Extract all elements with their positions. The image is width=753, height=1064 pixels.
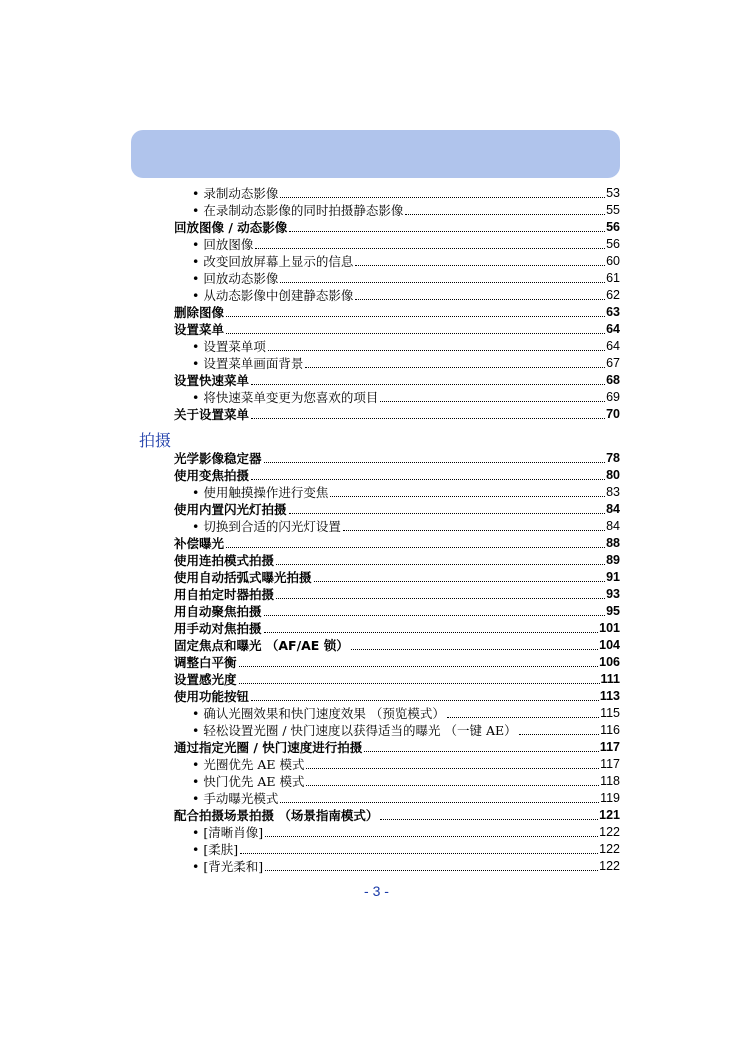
toc-entry[interactable]: [192, 202, 620, 219]
dot-leader: [289, 230, 605, 232]
dot-leader: [239, 665, 599, 667]
header-band: [131, 130, 620, 178]
dot-leader: [264, 631, 599, 633]
toc-entry-title: 在录制动态影像的同时拍摄静态影像: [203, 203, 404, 218]
toc-entry-page: 56: [606, 220, 620, 234]
dot-leader: [305, 366, 605, 368]
toc-entry-title: [柔肤]: [203, 842, 239, 857]
toc-entry[interactable]: [174, 671, 620, 688]
dot-leader: [380, 400, 605, 402]
bullet-icon: •: [192, 390, 200, 405]
toc-entry-title: 固定焦点和曝光 （AF/AE 锁）: [174, 638, 349, 653]
toc-entry-title: 快门优先 AE 模式: [203, 774, 305, 789]
toc-entry-page: 101: [599, 621, 620, 635]
dot-leader: [226, 332, 605, 334]
bullet-icon: •: [192, 859, 200, 874]
toc-entry-title: 使用触摸操作进行变焦: [203, 485, 329, 500]
toc-entry-title: 录制动态影像: [203, 186, 279, 201]
dot-leader: [226, 546, 605, 548]
dot-leader: [355, 264, 605, 266]
dot-leader: [280, 801, 599, 803]
bullet-icon: •: [192, 356, 200, 371]
toc-entry[interactable]: [174, 739, 620, 756]
bullet-icon: •: [192, 254, 200, 269]
toc-entry-page: 113: [599, 689, 620, 703]
toc-entry[interactable]: [174, 620, 620, 637]
toc-entry-title: 配合拍摄场景拍摄 （场景指南模式）: [174, 808, 379, 823]
dot-leader: [380, 818, 598, 820]
toc-entry[interactable]: [192, 841, 620, 858]
toc-entry-title: 设置菜单画面背景: [203, 356, 304, 371]
toc-entry-page: 64: [606, 322, 620, 336]
toc-entry-title: 回放图像 / 动态影像: [174, 220, 288, 235]
section-title: 拍摄: [139, 431, 172, 450]
toc-entry[interactable]: [174, 569, 620, 586]
dot-leader: [251, 383, 605, 385]
toc-entry-title: 用手动对焦拍摄: [174, 621, 262, 636]
toc-entry[interactable]: [174, 807, 620, 824]
toc-entry[interactable]: [192, 270, 620, 287]
toc-entry-page: 63: [606, 305, 620, 319]
dot-leader: [240, 852, 598, 854]
toc-entry[interactable]: [174, 552, 620, 569]
toc-entry-title: 使用自动括弧式曝光拍摄: [174, 570, 312, 585]
toc-entry-page: 55: [606, 203, 620, 217]
toc-entry-page: 67: [606, 356, 620, 370]
dot-leader: [330, 495, 605, 497]
toc-entry-title: 确认光圈效果和快门速度效果 （预览模式）: [203, 706, 445, 721]
bullet-icon: •: [192, 706, 200, 721]
toc-entry-page: 78: [606, 451, 620, 465]
toc-entry-page: 95: [606, 604, 620, 618]
dot-leader: [405, 213, 605, 215]
toc-entry-title: 将快速菜单变更为您喜欢的项目: [203, 390, 379, 405]
toc-entry-page: 119: [600, 791, 620, 805]
toc-entry[interactable]: [174, 406, 620, 423]
dot-leader: [343, 529, 605, 531]
toc-entry-title: 使用内置闪光灯拍摄: [174, 502, 287, 517]
toc-entry[interactable]: [192, 484, 620, 501]
toc-entry-title: 用自动聚焦拍摄: [174, 604, 262, 619]
toc-entry-page: 61: [606, 271, 620, 285]
toc-entry-page: 111: [600, 672, 620, 686]
bullet-icon: •: [192, 186, 200, 201]
bullet-icon: •: [192, 723, 200, 738]
toc-entry[interactable]: [192, 253, 620, 270]
toc-entry-page: 60: [606, 254, 620, 268]
toc-entry-page: 70: [606, 407, 620, 421]
toc-entry-title: 关于设置菜单: [174, 407, 250, 422]
toc-entry[interactable]: [192, 773, 620, 790]
dot-leader: [239, 682, 600, 684]
toc-entry[interactable]: [174, 304, 620, 321]
dot-leader: [264, 614, 606, 616]
bullet-icon: •: [192, 519, 200, 534]
toc-entry-page: 121: [599, 808, 620, 822]
toc-entry-title: 设置菜单: [174, 322, 225, 337]
bullet-icon: •: [192, 485, 200, 500]
bullet-icon: •: [192, 288, 200, 303]
dot-leader: [268, 349, 605, 351]
bullet-icon: •: [192, 757, 200, 772]
toc-entry-title: [背光柔和]: [203, 859, 264, 874]
bullet-icon: •: [192, 791, 200, 806]
toc-entry[interactable]: [174, 637, 620, 654]
dot-leader: [265, 869, 598, 871]
toc-entry-page: 116: [600, 723, 620, 737]
toc-entry-page: 56: [606, 237, 620, 251]
toc-entry-title: 光圈优先 AE 模式: [203, 757, 305, 772]
toc-entry-title: [清晰肖像]: [203, 825, 264, 840]
bullet-icon: •: [192, 825, 200, 840]
toc-entry[interactable]: [192, 287, 620, 304]
toc-entry-page: 68: [606, 373, 620, 387]
toc-entry-page: 117: [600, 757, 620, 771]
dot-leader: [447, 716, 599, 718]
bullet-icon: •: [192, 339, 200, 354]
bullet-icon: •: [192, 271, 200, 286]
toc-entry-title: 轻松设置光圈 / 快门速度以获得适当的曝光 （一键 AE）: [203, 723, 517, 738]
toc-entry-title: 使用变焦拍摄: [174, 468, 250, 483]
toc-entry[interactable]: [174, 654, 620, 671]
toc-entry[interactable]: [192, 355, 620, 372]
toc-entry[interactable]: [174, 219, 620, 236]
dot-leader: [306, 767, 599, 769]
toc-entry[interactable]: [174, 688, 620, 705]
toc-entry-page: 89: [606, 553, 620, 567]
toc-entry[interactable]: [174, 450, 620, 467]
toc-entry-title: 设置感光度: [174, 672, 237, 687]
toc-entry-page: 69: [606, 390, 620, 404]
toc-entry-page: 91: [606, 570, 620, 584]
toc-entry[interactable]: [192, 518, 620, 535]
dot-leader: [314, 580, 606, 582]
toc-entry-page: 118: [600, 774, 620, 788]
toc-entry-page: 88: [606, 536, 620, 550]
dot-leader: [251, 417, 605, 419]
dot-leader: [265, 835, 598, 837]
toc-entry-page: 122: [599, 842, 620, 856]
dot-leader: [289, 512, 606, 514]
toc-entry[interactable]: [174, 501, 620, 518]
toc-entry[interactable]: [192, 756, 620, 773]
toc-entry-page: 80: [606, 468, 620, 482]
toc-entry[interactable]: [192, 389, 620, 406]
toc-entry-title: 光学影像稳定器: [174, 451, 262, 466]
toc-entry[interactable]: [174, 535, 620, 552]
dot-leader: [364, 750, 599, 752]
dot-leader: [306, 784, 599, 786]
toc-entry[interactable]: [192, 338, 620, 355]
dot-leader: [276, 597, 605, 599]
toc-entry-page: 84: [606, 519, 620, 533]
toc-entry-title: 调整白平衡: [174, 655, 237, 670]
dot-leader: [226, 315, 605, 317]
toc-entry-title: 从动态影像中创建静态影像: [203, 288, 354, 303]
dot-leader: [280, 196, 605, 198]
toc-entry-page: 62: [606, 288, 620, 302]
toc-entry-title: 通过指定光圈 / 快门速度进行拍摄: [174, 740, 363, 755]
toc-entry-page: 53: [606, 186, 620, 200]
toc-entry[interactable]: [192, 858, 620, 875]
bullet-icon: •: [192, 774, 200, 789]
toc-entry-title: 回放图像: [203, 237, 254, 252]
toc-entry-title: 删除图像: [174, 305, 225, 320]
bullet-icon: •: [192, 237, 200, 252]
toc-entry-page: 117: [599, 740, 620, 754]
toc-entry-page: 84: [606, 502, 620, 516]
toc-entry-title: 手动曝光模式: [203, 791, 279, 806]
toc-entry-title: 用自拍定时器拍摄: [174, 587, 275, 602]
dot-leader: [351, 648, 598, 650]
toc-entry[interactable]: [192, 705, 620, 722]
bullet-icon: •: [192, 203, 200, 218]
toc-entry-title: 改变回放屏幕上显示的信息: [203, 254, 354, 269]
toc-entry[interactable]: [192, 722, 620, 739]
toc-entry[interactable]: [174, 467, 620, 484]
toc-entry-page: 93: [606, 587, 620, 601]
toc-entry-page: 64: [606, 339, 620, 353]
dot-leader: [519, 733, 599, 735]
toc-entry[interactable]: [174, 586, 620, 603]
toc-entry-title: 切换到合适的闪光灯设置: [203, 519, 341, 534]
toc-entry-page: 104: [599, 638, 620, 652]
toc-entry[interactable]: [192, 824, 620, 841]
toc-entry-page: 122: [599, 859, 620, 873]
toc-entry-page: 83: [606, 485, 620, 499]
toc-entry-page: 122: [599, 825, 620, 839]
toc-entry-title: 使用连拍模式拍摄: [174, 553, 275, 568]
page-number: - 3 -: [364, 883, 389, 899]
toc-entry-page: 106: [599, 655, 620, 669]
dot-leader: [355, 298, 605, 300]
toc-entry[interactable]: [174, 321, 620, 338]
toc-entry-title: 设置菜单项: [203, 339, 266, 354]
toc-entry[interactable]: [174, 603, 620, 620]
toc-entry-title: 使用功能按钮: [174, 689, 250, 704]
dot-leader: [264, 461, 606, 463]
bullet-icon: •: [192, 842, 200, 857]
toc-entry[interactable]: [192, 185, 620, 202]
toc-entry[interactable]: [192, 790, 620, 807]
toc-entry-title: 回放动态影像: [203, 271, 279, 286]
dot-leader: [251, 699, 599, 701]
dot-leader: [276, 563, 605, 565]
toc-entry[interactable]: [174, 372, 620, 389]
dot-leader: [280, 281, 605, 283]
dot-leader: [255, 247, 605, 249]
toc-entry[interactable]: [192, 236, 620, 253]
toc-entry-page: 115: [600, 706, 620, 720]
toc-entry-title: 补偿曝光: [174, 536, 225, 551]
toc-entry-title: 设置快速菜单: [174, 373, 250, 388]
dot-leader: [251, 478, 605, 480]
